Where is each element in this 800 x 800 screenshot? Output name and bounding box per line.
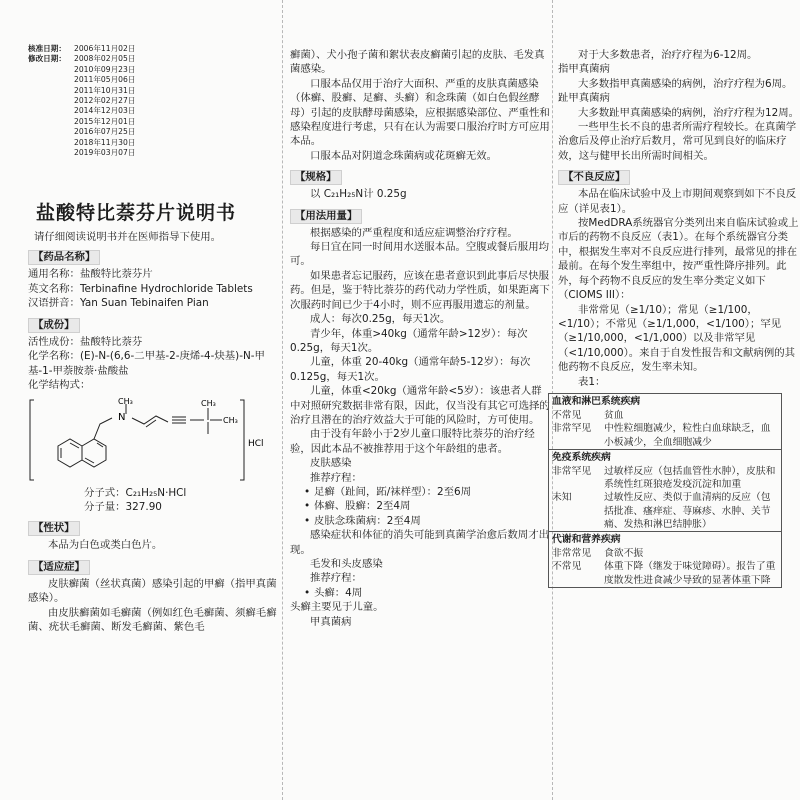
section-properties: 【性状】 — [28, 521, 80, 536]
adverse-intro: 本品在临床试验中及上市期间观察到如下不良反应（详见表1）。 — [558, 188, 797, 215]
slow-growth-note: 一些甲生长不良的患者所需疗程较长。在真菌学治愈后及停止治疗后数月，常可见到良好的临床疗效，这与健甲长出所需时间相关。 — [558, 121, 797, 162]
column-3 — [552, 0, 800, 800]
dosage-severity: 根据感染的严重程度和适应症调整治疗疗程。 — [310, 226, 518, 239]
dosage-adult: 成人：每次0.25g，每天1次。 — [310, 313, 451, 326]
frequency-cell: 非常罕见 — [552, 465, 592, 477]
revised-date: 2015年12月01日 — [74, 116, 136, 126]
hair-infection-title: 毛发和头皮感染 — [310, 558, 383, 570]
skin-note: 感染症状和体征的消失可能到真菌学治愈后数周才出现。 — [290, 529, 549, 556]
table-row — [549, 560, 781, 586]
fold-line — [282, 0, 284, 800]
frequency-cell: 不常见 — [552, 410, 582, 422]
molecular-formula: 分子式：C₂₁H₂₅N·HCl — [84, 487, 187, 500]
approved-label: 核准日期： — [28, 44, 66, 53]
soc-header: 代谢和营养疾病 — [549, 531, 781, 547]
active-ingredient: 活性成份：盐酸特比萘芬 — [28, 335, 143, 348]
chemical-structure — [28, 396, 278, 484]
table-row — [549, 409, 781, 422]
nail-course: 对于大多数患者，治疗疗程为6-12周。 — [578, 49, 758, 61]
dosage-timing: 每日宜在同一时间用水送服本品。空腹或餐后服用均可。 — [290, 241, 549, 268]
effect-cell: 过敏性反应、类似于血清病的反应（包括批准、瘙痒症、荨麻疹、水肿、关节痛、发热和淋巴结肿胀） — [604, 492, 771, 530]
table-row — [549, 422, 781, 448]
chemical-name: 化学名称：(E)-N-(6,6-二甲基-2-庚烯-4-炔基)-N-甲基-1-甲萘胺萘·盐酸盐 — [28, 350, 265, 377]
revised-date: 2014年12月03日 — [74, 106, 136, 116]
section-composition: 【成份】 — [28, 318, 80, 333]
pinyin-name: 汉语拼音：Yan Suan Tebinaifen Pian — [28, 297, 209, 310]
revised-date: 2011年05月06日 — [74, 75, 136, 85]
english-name: 英文名称：Terbinafine Hydrochloride Tablets — [28, 282, 253, 295]
common-name: 通用名称：盐酸特比萘芬片 — [28, 268, 153, 281]
list-item: • 头癣：4周 — [290, 586, 552, 600]
fingernail-title: 指甲真菌病 — [558, 63, 610, 76]
nitrogen-label: N — [118, 412, 126, 424]
dosage-missed: 如果患者忘记服药，应该在患者意识到此事后尽快服药。但是，鉴于特比萘芬的药代动力学性质，如果距离下次服药时间已少于4小时，则不应再服用遗忘的剂量。 — [290, 269, 550, 311]
section-specification: 【规格】 — [290, 170, 342, 185]
hair-course-title: 推荐疗程： — [310, 572, 362, 585]
indication-oral-use: 口服本品仅用于治疗大面积、严重的皮肤真菌感染（体癣、股癣、足癣、头癣）和念珠菌（如白色假丝酵母）引起的皮肤酵母菌感染，应根据感染部位、严重性和感染程度进行考虑，只有在认为需要口服治疗时方可应用本品。 — [290, 77, 550, 148]
indication-nail: 皮肤癣菌（丝状真菌）感染引起的甲癣（指甲真菌感染）。 — [28, 577, 277, 605]
adverse-reactions-table — [548, 393, 782, 588]
revised-date: 2010年09月23日 — [74, 64, 136, 74]
soc-header: 免疫系统疾病 — [549, 449, 781, 465]
dosage-under-2: 由于没有年龄小于2岁儿童口服特比萘芬的治疗经验，因此本品不被推荐用于这个年龄组的患者。 — [290, 428, 535, 455]
nail-title: 甲真菌病 — [310, 615, 352, 628]
list-item: • 体癣、股癣：2至4周 — [290, 499, 552, 513]
soc-header: 血液和淋巴系统疾病 — [552, 395, 641, 407]
dosage-child: 儿童，体重 20-40kg（通常年龄5-12岁）：每次0.125g，每天1次。 — [290, 356, 531, 383]
list-item: • 皮肤念珠菌病：2至4周 — [290, 514, 552, 528]
skin-infection-title: 皮肤感染 — [310, 457, 352, 470]
indication-skin: 由皮肤癣菌如毛癣菌（例如红色毛癣菌、须癣毛癣菌、疣状毛癣菌、断发毛癣菌、紫色毛 — [28, 606, 277, 633]
column-2 — [290, 0, 552, 800]
methyl-label: CH₃ — [118, 397, 133, 407]
fingernail-text: 大多数指甲真菌感染的病例，治疗疗程为6周。 — [578, 77, 793, 90]
methyl-label: CH₃ — [223, 416, 238, 426]
frequency-cell: 不常见 — [552, 561, 582, 573]
molecular-weight: 分子量：327.90 — [84, 501, 162, 514]
section-indications: 【适应症】 — [28, 560, 90, 575]
revised-date: 2018年11月30日 — [74, 137, 136, 147]
list-item: • 足癣（趾间，跖/袜样型）：2至6周 — [290, 485, 552, 499]
frequency-cell: 非常常见 — [552, 548, 592, 560]
revision-dates — [28, 44, 278, 158]
table-label: 表1： — [578, 375, 606, 388]
revised-date: 2012年02月27日 — [74, 96, 136, 106]
revised-date: 2019年03月07日 — [74, 148, 136, 158]
structure-diagram — [28, 396, 264, 484]
specification-text: 以 C₂₁H₂₅N计 0.25g — [310, 188, 407, 201]
revised-date: 2016年07月25日 — [74, 127, 136, 137]
structure-label: 化学结构式： — [28, 378, 91, 391]
effect-cell: 过敏样反应（包括血管性水肿），皮肤和系统性红斑狼疮发疫沉淀和加重 — [604, 465, 776, 491]
indication-not-effective: 口服本品对阴道念珠菌病或花斑癣无效。 — [310, 149, 498, 162]
revised-date: 2008年02月05日 — [74, 54, 136, 64]
section-drug-name: 【药品名称】 — [28, 250, 100, 265]
methyl-label: CH₃ — [201, 399, 216, 409]
hair-note: 头癣主要见于儿童。 — [290, 601, 384, 614]
revised-label: 修改日期： — [28, 54, 66, 64]
properties-text: 本品为白色或类白色片。 — [48, 539, 163, 552]
frequency-cell: 未知 — [552, 492, 572, 504]
frequency-cell: 非常罕见 — [552, 423, 592, 435]
dosage-child-small: 儿童，体重<20kg（通常年龄<5岁）：该患者人群中对照研究数据非常有限，因此，仅当没有其它可选择的治疗且潜在的治疗效益大于可能的风险时，方可使用。 — [290, 385, 550, 426]
effect-cell: 中性粒细胞减少，粒性白血球缺乏，血小板减少，全血细胞减少 — [604, 423, 771, 448]
dosage-teen: 青少年，体重>40kg（通常年龄>12岁）：每次0.25g，每天1次。 — [290, 327, 528, 354]
column-1 — [28, 0, 278, 800]
hcl-label: HCl — [248, 439, 264, 450]
table-row — [549, 547, 781, 560]
toenail-text: 大多数趾甲真菌感染的病例，治疗疗程为12周。 — [578, 106, 800, 119]
document-title: 盐酸特比萘芬片说明书 — [36, 202, 237, 225]
usage-notice: 请仔细阅读说明书并在医师指导下使用。 — [34, 231, 222, 244]
effect-cell: 食欲不振 — [604, 548, 644, 560]
adverse-meddra: 按MedDRA系统器官分类列出来自临床试验或上市后的药物不良反应（表1）。在每个系统器官分类中，根据发生率对不良反应进行排列，最常见的排在最前。在每个发生率组中，按严重性降序排列。此外，每个药物不良反应的发生率分类定义如下（CIOMS III）： — [558, 217, 799, 302]
toenail-title: 趾甲真菌病 — [558, 92, 610, 105]
adverse-frequency: 非常常见（≥1/10）；常见（≥1/100，<1/10）；不常见（≥1/1,000，<1/100）；罕见（≥1/10,000，<1/1,000）以及非常罕见（<1/10,000）。来自于自发性报告和文献病例的其他药物不良反应，发生率未知。 — [558, 303, 796, 374]
section-adverse-reactions: 【不良反应】 — [558, 170, 630, 185]
skin-course-title: 推荐疗程： — [310, 471, 362, 484]
table-row — [549, 465, 781, 491]
table-row — [549, 491, 781, 531]
section-dosage: 【用法用量】 — [290, 209, 362, 224]
revised-date: 2011年10月31日 — [74, 85, 136, 95]
effect-cell: 体重下降（继发于味觉障碍）。报告了重度散发性进食减少导致的显著体重下降 — [604, 561, 776, 586]
indication-skin-cont: 癣菌）、犬小孢子菌和絮状表皮癣菌引起的皮肤、毛发真菌感染。 — [290, 49, 545, 76]
approved-date: 2006年11月02日 — [74, 44, 136, 53]
effect-cell: 贫血 — [604, 410, 624, 422]
